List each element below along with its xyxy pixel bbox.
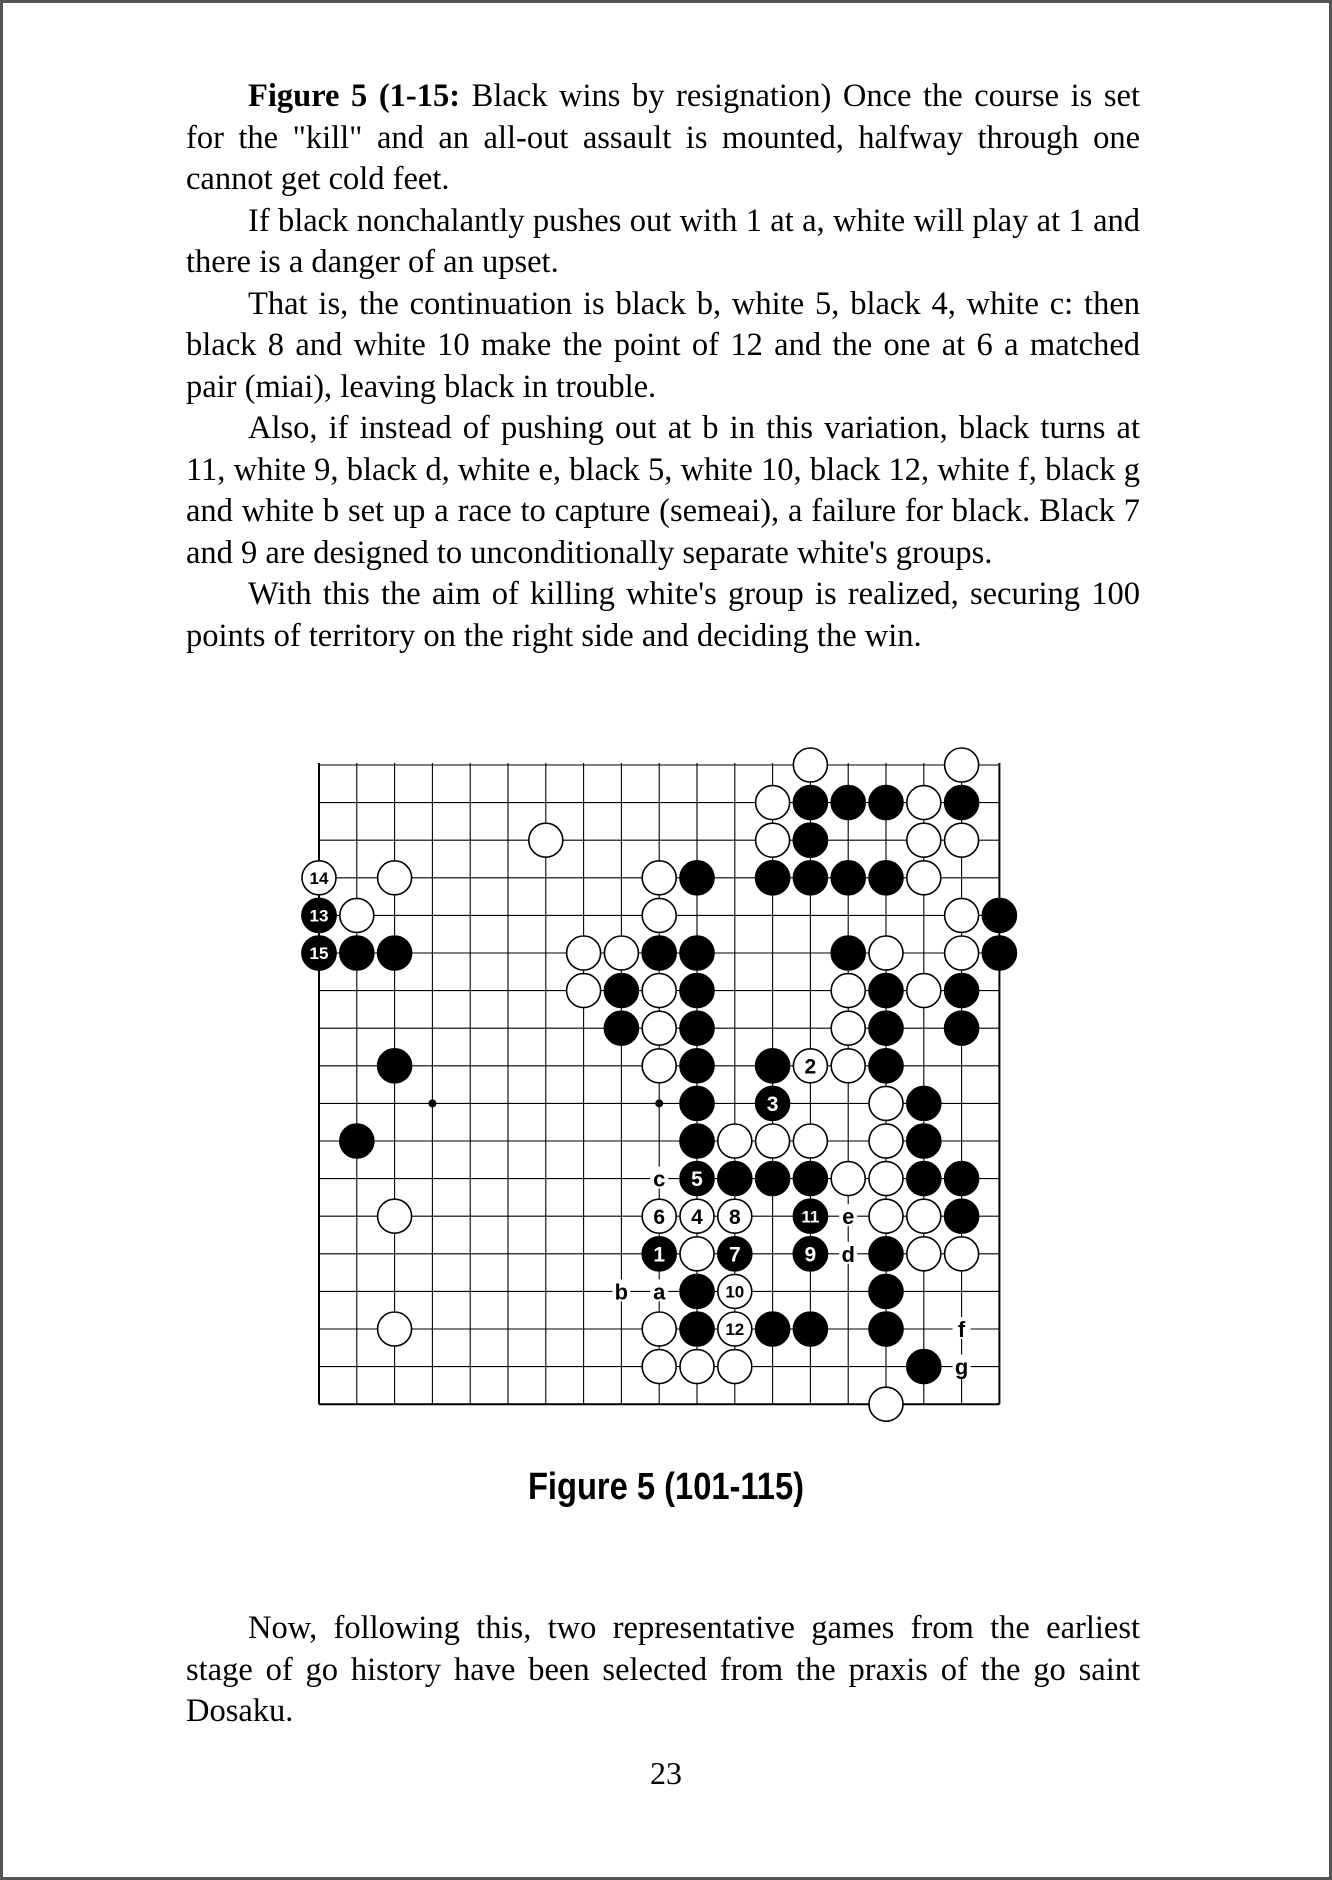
closing-paragraph: Now, following this, two representative games from the earliest stage of go history have been selected from the praxis of the go saint Dosaku. (186, 1610, 1140, 1729)
white-stone (529, 823, 563, 857)
black-stone (680, 1274, 714, 1308)
white-stone (718, 1350, 752, 1384)
white-stone (642, 1350, 676, 1384)
figure-caption: Figure 5 (101-115) (527, 1466, 805, 1508)
paragraph-1-body: Black wins by resignation) Once the course is set for the "kill" and an all-out assault is mounted, halfway through one cannot get cold feet. (186, 78, 1140, 197)
white-stone (642, 898, 676, 932)
move-2-label: 2 (804, 1055, 817, 1079)
black-stone (756, 861, 790, 895)
white-stone (378, 1312, 412, 1346)
black-stone (340, 1124, 374, 1158)
white-stone (680, 1350, 714, 1384)
star-point (655, 1099, 663, 1107)
black-stone (945, 1011, 979, 1045)
white-stone (756, 786, 790, 820)
go-board-figure (300, 735, 1040, 1450)
black-stone (756, 1312, 790, 1346)
board-letter-a: a (653, 1279, 666, 1305)
black-stone (604, 974, 638, 1008)
move-5-label: 5 (691, 1168, 703, 1192)
white-stone (869, 936, 903, 970)
white-stone (378, 1199, 412, 1233)
commentary-text (186, 76, 1140, 657)
paragraph-5: With this the aim of killing white's group is realized, securing 100 points of territory on the right side and deciding the win. (186, 576, 1140, 654)
black-stone (869, 861, 903, 895)
black-stone (793, 786, 827, 820)
paragraph-2: If black nonchalantly pushes out with 1 at a, white will play at 1 and there is a danger of an upset. (186, 202, 1140, 280)
white-stone (945, 1237, 979, 1271)
black-stone (869, 1049, 903, 1083)
black-stone (869, 786, 903, 820)
white-stone (907, 1199, 941, 1233)
black-stone (831, 861, 865, 895)
black-stone (869, 1237, 903, 1271)
move-13-label: 13 (309, 906, 329, 926)
white-stone (869, 1124, 903, 1158)
black-stone (756, 1162, 790, 1196)
paragraph-1 (186, 76, 1140, 201)
black-stone (756, 1049, 790, 1083)
white-stone (718, 1124, 752, 1158)
white-stone (642, 861, 676, 895)
paragraph-3: That is, the continuation is black b, white 5, black 4, white c: then black 8 and white 10 make the point of 12 and the one at 6 a matched pair (miai), leaving black in trouble. (186, 285, 1140, 405)
white-stone (869, 1086, 903, 1120)
move-8-label: 8 (728, 1205, 741, 1229)
paragraph-4: Also, if instead of pushing out at b in this variation, black turns at 11, white 9, black d, white e, black 5, white 10, black 12, white f, black g and white b set up a race to capture (semeai), a failure for black. Black 7 and 9 are designed to unconditionally separate white's groups. (186, 410, 1140, 571)
black-stone (340, 936, 374, 970)
white-stone (680, 1237, 714, 1271)
white-stone (567, 936, 601, 970)
white-stone (642, 1049, 676, 1083)
white-stone (869, 1199, 903, 1233)
black-stone (680, 1124, 714, 1158)
black-stone (869, 1274, 903, 1308)
black-stone (793, 823, 827, 857)
board-letter-c: c (653, 1166, 666, 1192)
white-stone (340, 898, 374, 932)
board-letter-e: e (842, 1204, 855, 1230)
white-stone (756, 823, 790, 857)
black-stone (945, 974, 979, 1008)
white-stone (907, 823, 941, 857)
move-12-label: 12 (725, 1320, 745, 1340)
white-stone (378, 861, 412, 895)
move-11-label: 11 (801, 1207, 820, 1227)
white-stone (945, 898, 979, 932)
black-stone (982, 936, 1016, 970)
black-stone (793, 1312, 827, 1346)
black-stone (604, 1011, 638, 1045)
black-stone (680, 1049, 714, 1083)
move-1-label: 1 (653, 1243, 666, 1267)
black-stone (378, 936, 412, 970)
black-stone (680, 936, 714, 970)
black-stone (793, 861, 827, 895)
black-stone (680, 861, 714, 895)
white-stone (604, 936, 638, 970)
white-stone (642, 974, 676, 1008)
white-stone (642, 1011, 676, 1045)
white-stone (793, 1124, 827, 1158)
white-stone (945, 936, 979, 970)
black-stone (378, 1049, 412, 1083)
black-stone (680, 1312, 714, 1346)
white-stone (831, 1049, 865, 1083)
board-letter-g: g (954, 1354, 969, 1380)
black-stone (945, 1162, 979, 1196)
go-board-diagram (300, 735, 1040, 1450)
black-stone (982, 898, 1016, 932)
white-stone (793, 748, 827, 782)
black-stone (869, 1011, 903, 1045)
move-7-label: 7 (728, 1243, 741, 1267)
white-stone (907, 786, 941, 820)
black-stone (642, 936, 676, 970)
black-stone (831, 936, 865, 970)
page-number: 23 (650, 1755, 682, 1791)
black-stone (718, 1162, 752, 1196)
move-3-label: 3 (766, 1092, 779, 1116)
board-letter-b: b (614, 1279, 629, 1305)
black-stone (680, 1011, 714, 1045)
black-stone (907, 1124, 941, 1158)
black-stone (945, 1199, 979, 1233)
white-stone (756, 1124, 790, 1158)
white-stone (831, 1011, 865, 1045)
black-stone (869, 1312, 903, 1346)
move-9-label: 9 (804, 1243, 817, 1267)
black-stone (831, 786, 865, 820)
black-stone (907, 1086, 941, 1120)
figure-reference: Figure 5 (1-15: (248, 78, 461, 114)
black-stone (945, 786, 979, 820)
move-15-label: 15 (309, 944, 329, 964)
black-stone (680, 974, 714, 1008)
black-stone (680, 1086, 714, 1120)
white-stone (907, 1237, 941, 1271)
star-point (428, 1099, 436, 1107)
white-stone (869, 1162, 903, 1196)
black-stone (869, 974, 903, 1008)
white-stone (907, 974, 941, 1008)
white-stone (831, 1162, 865, 1196)
white-stone (642, 1312, 676, 1346)
board-letter-f: f (957, 1317, 966, 1342)
black-stone (793, 1162, 827, 1196)
move-6-label: 6 (653, 1205, 666, 1229)
move-10-label: 10 (725, 1282, 745, 1302)
move-4-label: 4 (691, 1205, 703, 1229)
white-stone (831, 974, 865, 1008)
closing-text (186, 1608, 1140, 1733)
board-letter-d: d (841, 1241, 855, 1267)
white-stone (869, 1387, 903, 1421)
move-14-label: 14 (309, 868, 329, 888)
white-stone (567, 974, 601, 1008)
white-stone (945, 748, 979, 782)
white-stone (945, 823, 979, 857)
black-stone (907, 1350, 941, 1384)
white-stone (907, 861, 941, 895)
black-stone (907, 1162, 941, 1196)
